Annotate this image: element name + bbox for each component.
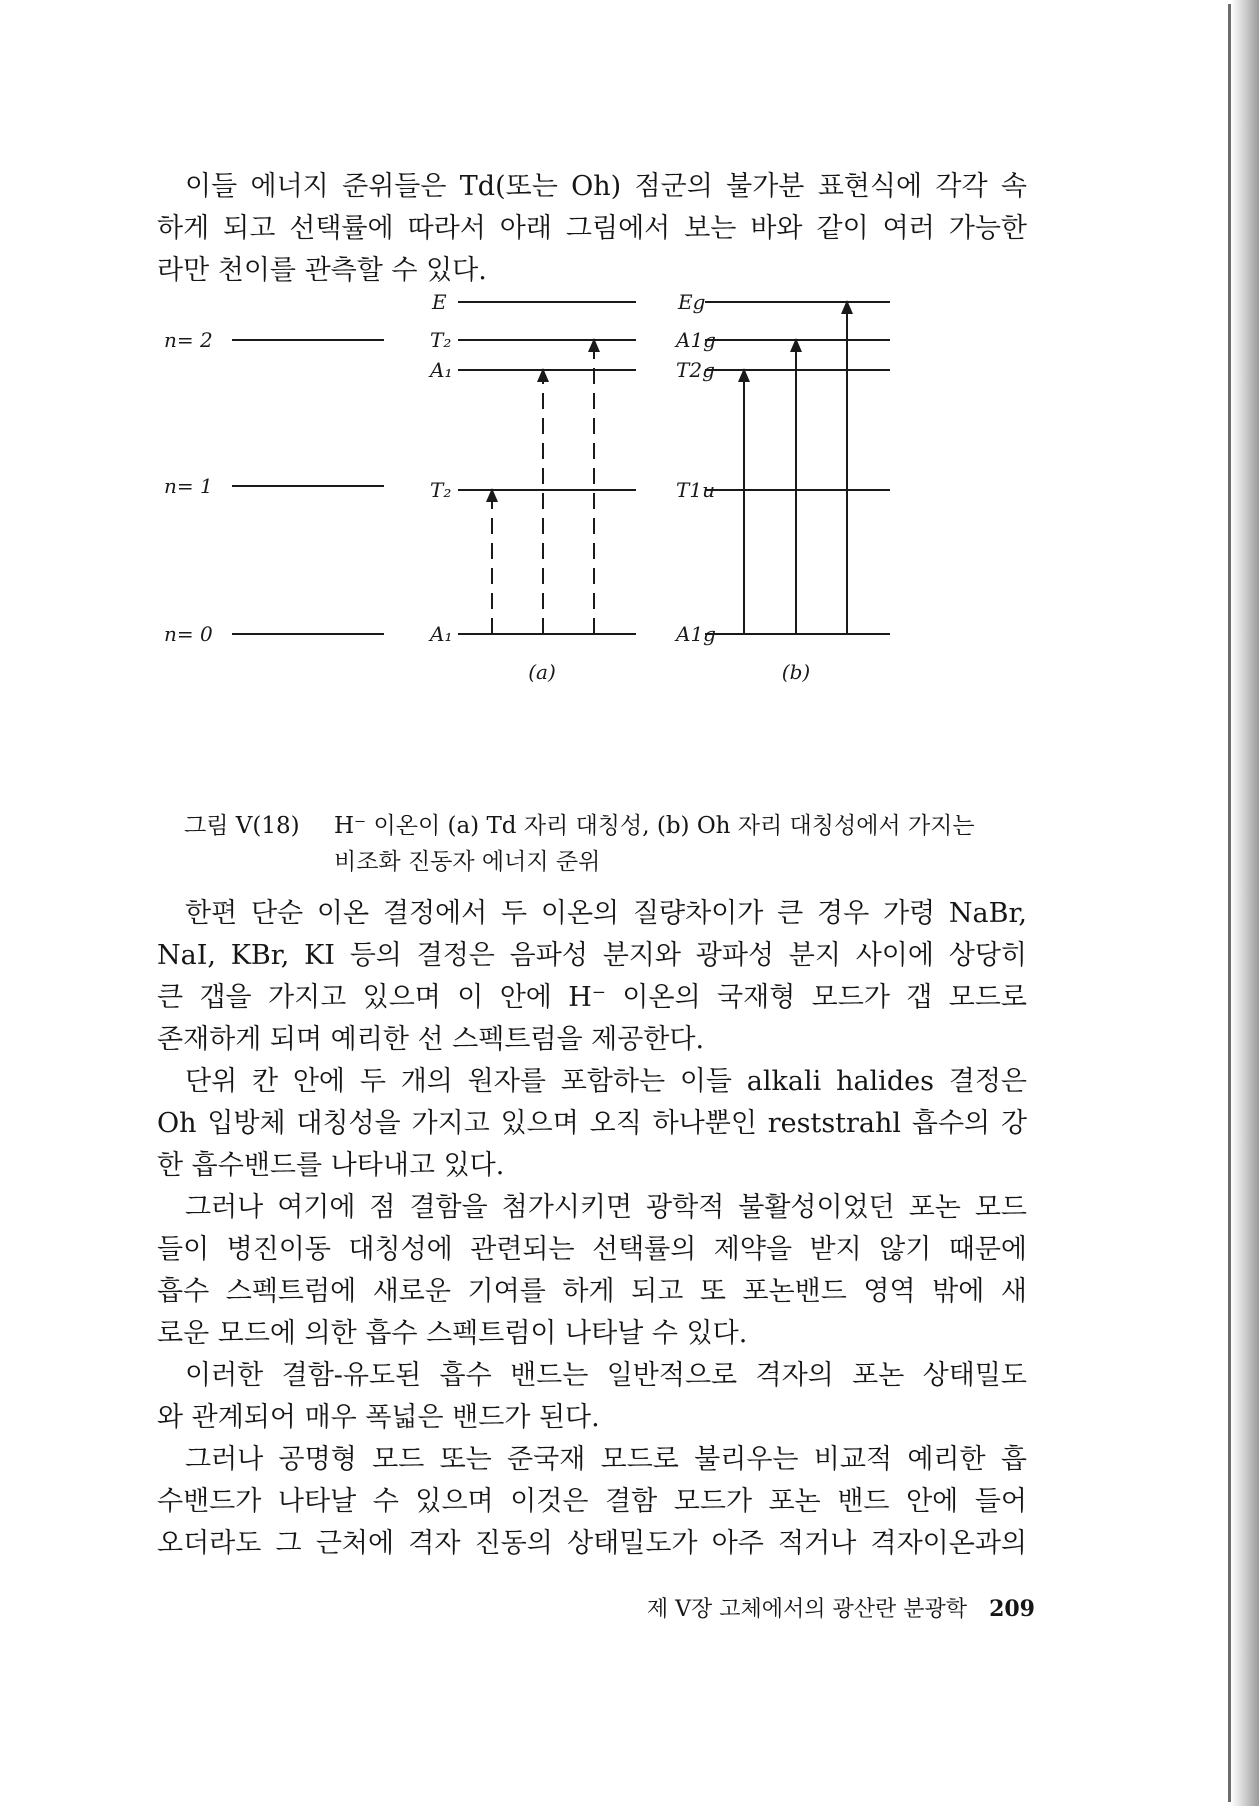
page-shadow (1231, 0, 1259, 1806)
paragraph-line: 흡수 스펙트럼에 새로운 기여를 하게 되고 또 포논밴드 영역 밖에 새 (157, 1276, 1027, 1307)
caption-label: 그림 V(18) (184, 813, 300, 839)
paragraph-line: 들이 병진이동 대칭성에 관련되는 선택률의 제약을 받지 않기 때문에 (157, 1234, 1027, 1265)
intro-line: 라만 천이를 관측할 수 있다. (157, 255, 487, 286)
paragraph-line: 수밴드가 나타날 수 있으며 이것은 결함 모드가 포논 밴드 안에 들어 (157, 1486, 1027, 1517)
paragraph-line: 존재하게 되며 예리한 선 스펙트럼을 제공한다. (157, 1024, 705, 1055)
label-n2: n= 2 (164, 328, 213, 352)
paragraph-4 (157, 1355, 1027, 1439)
chapter-title: 제 V장 고체에서의 광산란 분광학 (646, 1597, 968, 1622)
caption-line2: 비조화 진동자 에너지 준위 (334, 849, 601, 875)
paragraph-5 (157, 1439, 1027, 1565)
paragraph-line: 한편 단순 이온 결정에서 두 이온의 질량차이가 큰 경우 가령 NaBr, (185, 898, 1027, 929)
paragraph-line: 단위 칸 안에 두 개의 원자를 포함하는 이들 alkali halides 결정은 (185, 1066, 1027, 1097)
paragraph-line: NaI, KBr, KI 등의 결정은 음파성 분지와 광파성 분지 사이에 상당히 (157, 940, 1027, 971)
intro-line: 이들 에너지 준위들은 Td(또는 Oh) 점군의 불가분 표현식에 각각 속 (185, 171, 1027, 202)
label-a-E: E (432, 290, 447, 314)
label-b-A1g-upper: A1g (676, 328, 716, 352)
paragraph-line: Oh 입방체 대칭성을 가지고 있으며 오직 하나뿐인 reststrahl 흡수의 강 (157, 1108, 1027, 1139)
paragraph-line: 한 흡수밴드를 나타내고 있다. (157, 1150, 505, 1181)
paragraph-line: 오더라도 그 근처에 격자 진동의 상태밀도가 아주 적거나 격자이온과의 (157, 1528, 1027, 1559)
paragraph-3 (157, 1187, 1027, 1355)
label-a-A1-ground: A₁ (430, 622, 453, 646)
paragraph-2 (157, 1061, 1027, 1187)
energy-level-diagram (150, 290, 1030, 788)
paragraph-line: 큰 갭을 가지고 있으며 이 안에 H⁻ 이온의 국재형 모드가 갭 모드로 (157, 982, 1027, 1013)
label-b-T1u: T1u (676, 478, 715, 502)
panel-b-label: (b) (781, 660, 811, 684)
intro-line: 하게 되고 선택률에 따라서 아래 그림에서 보는 바와 같이 여러 가능한 (157, 213, 1027, 244)
caption-line1: H⁻ 이온이 (a) Td 자리 대칭성, (b) Oh 자리 대칭성에서 가지는 (334, 813, 975, 839)
paragraph-line: 와 관계되어 매우 폭넓은 밴드가 된다. (157, 1402, 600, 1433)
paragraph-line: 그러나 여기에 점 결함을 첨가시키면 광학적 불활성이었던 포논 모드 (185, 1192, 1027, 1223)
paragraph-line: 그러나 공명형 모드 또는 준국재 모드로 불리우는 비교적 예리한 흡 (185, 1444, 1027, 1475)
label-a-A1-upper: A₁ (430, 358, 453, 382)
figure-caption (184, 808, 1034, 880)
label-b-Eg: Eg (678, 290, 706, 314)
page-footer (555, 1592, 1035, 1623)
page-number: 209 (989, 1596, 1035, 1622)
label-n0: n= 0 (164, 622, 213, 646)
label-n1: n= 1 (164, 474, 213, 498)
paragraph-line: 이러한 결함-유도된 흡수 밴드는 일반적으로 격자의 포논 상태밀도 (185, 1360, 1027, 1391)
label-a-T2-lower: T₂ (430, 478, 452, 502)
label-b-T2g: T2g (676, 358, 715, 382)
body-text (157, 893, 1027, 1565)
label-a-T2-upper: T₂ (430, 328, 452, 352)
panel-a-label: (a) (528, 660, 556, 684)
paragraph-line: 로운 모드에 의한 흡수 스펙트럼이 나타날 수 있다. (157, 1318, 748, 1349)
intro-paragraph (157, 166, 1027, 292)
paragraph-1 (157, 893, 1027, 1061)
energy-level-figure (150, 290, 1030, 788)
label-b-A1g-ground: A1g (676, 622, 716, 646)
